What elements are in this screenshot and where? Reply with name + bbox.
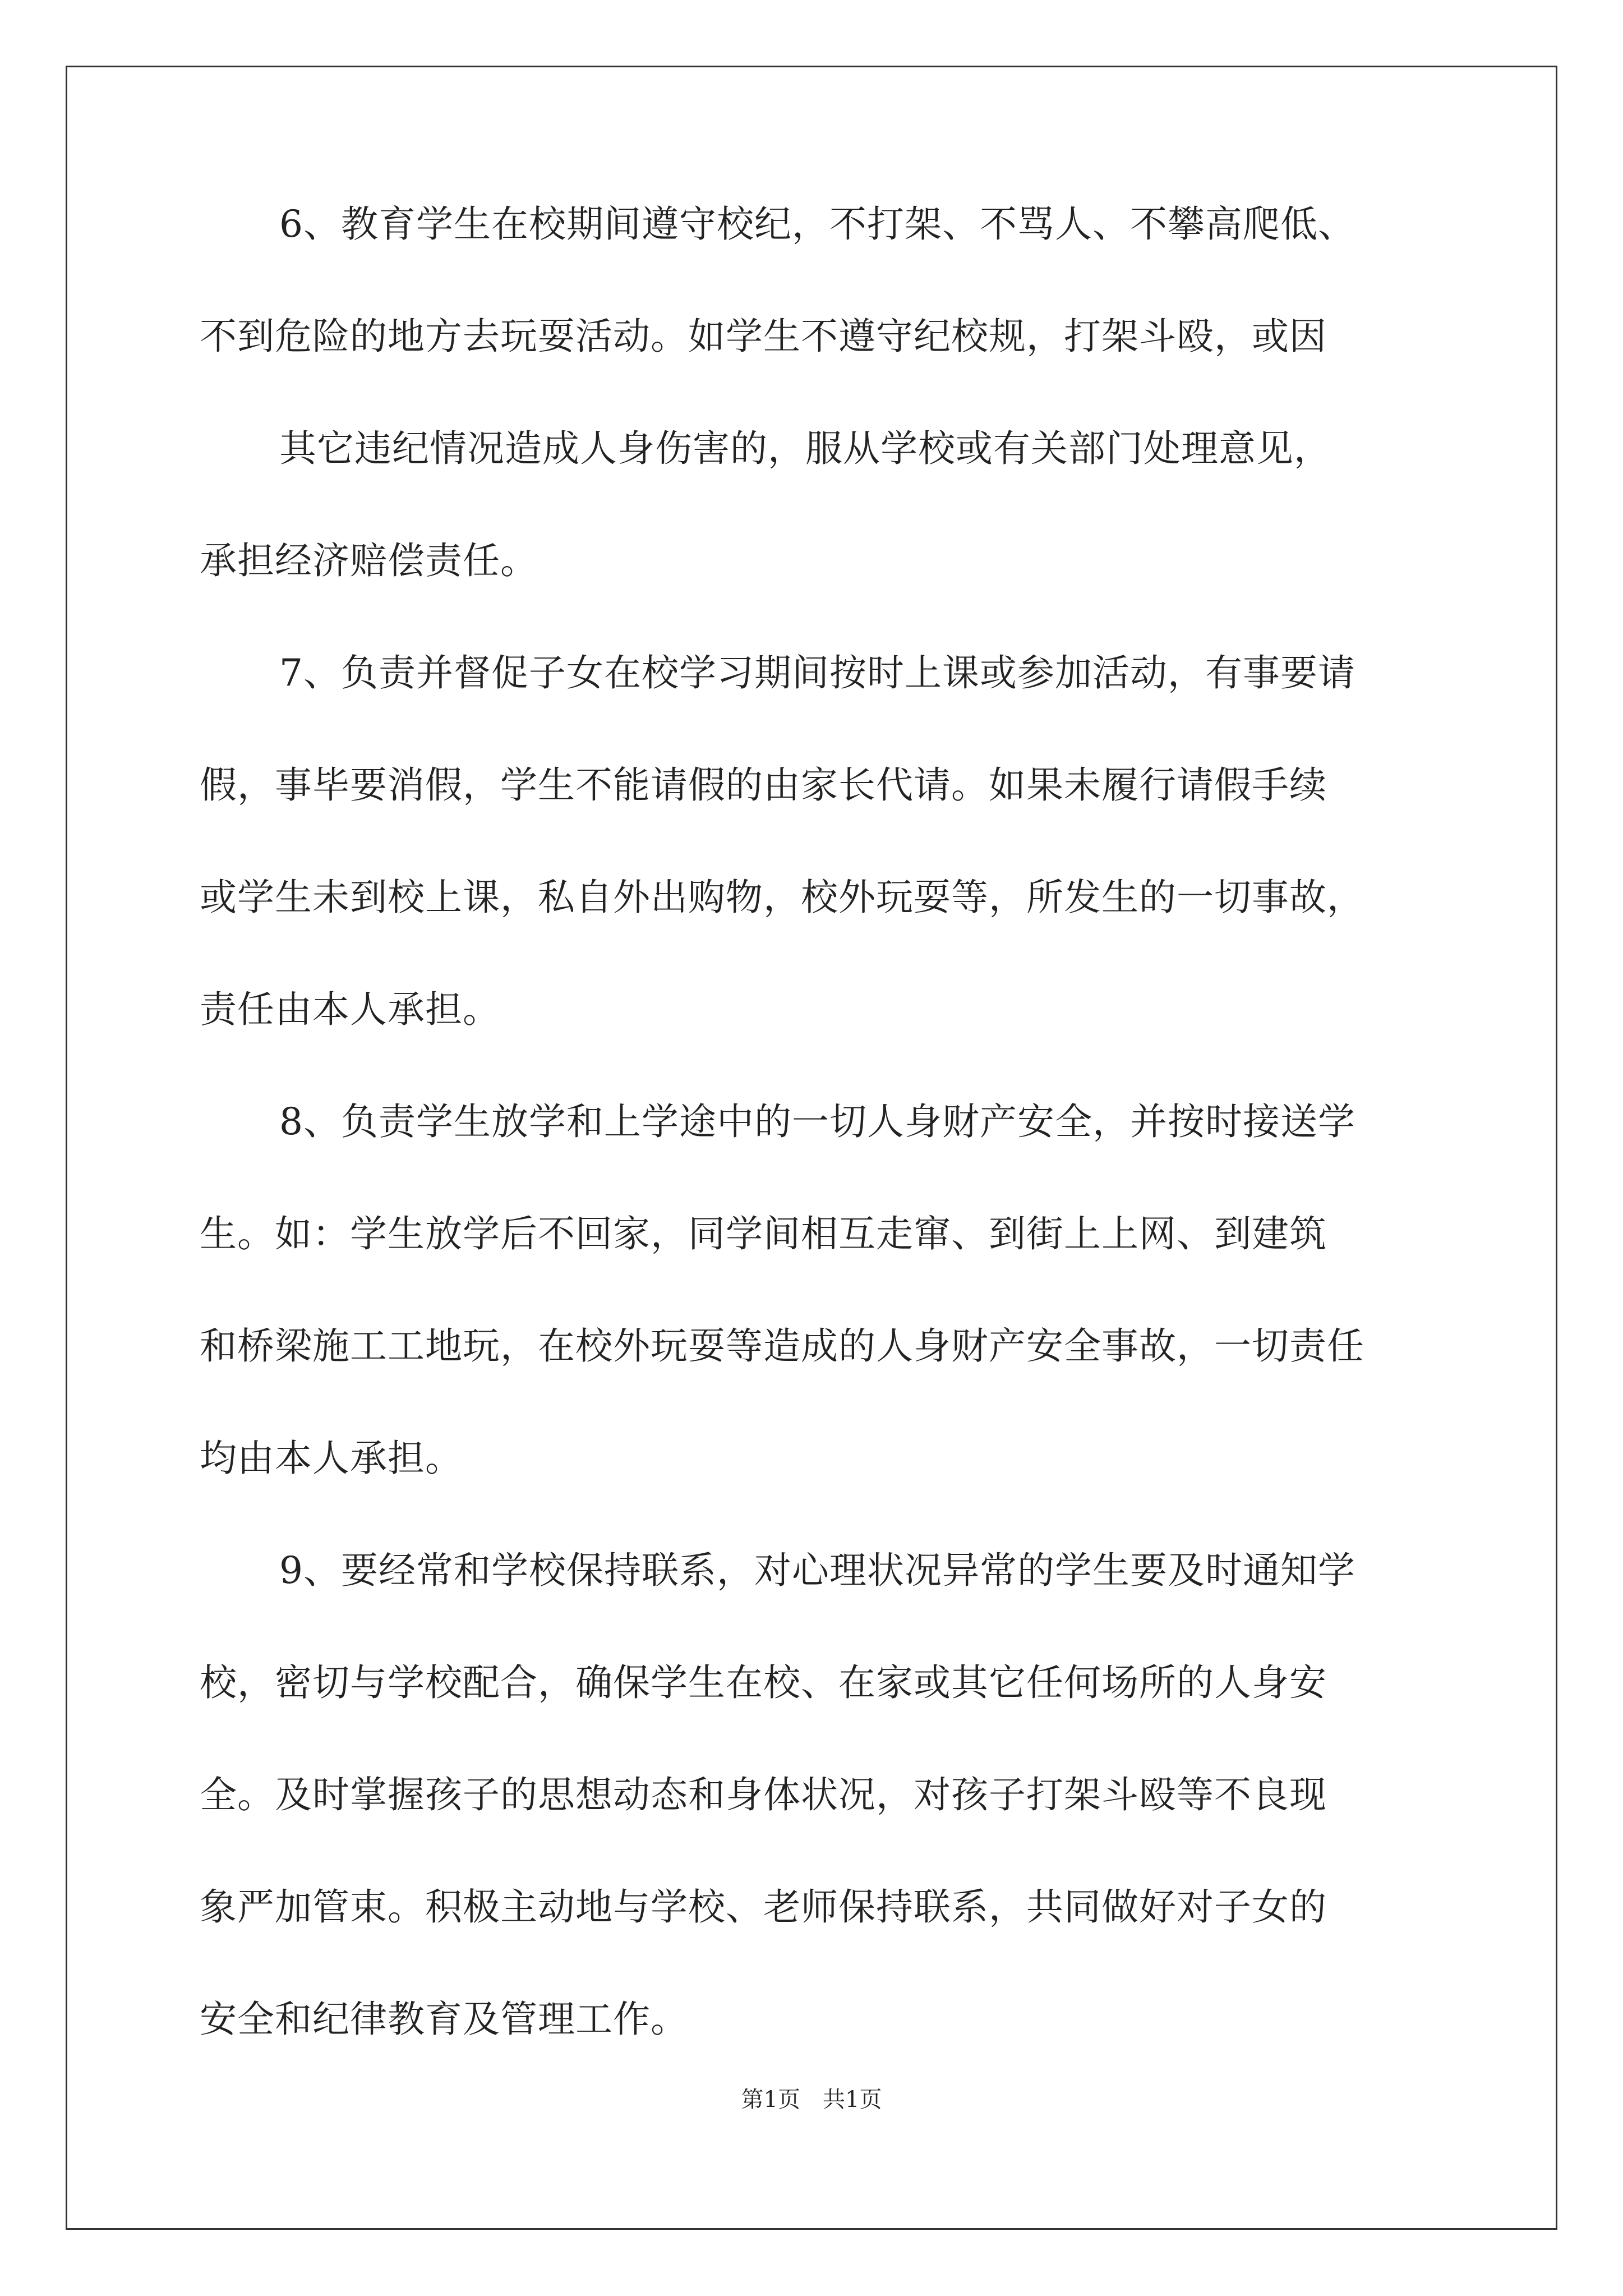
paragraph-7-line-2: 假，事毕要消假，学生不能请假的由家长代请。如果未履行请假手续 [200,763,1327,807]
paragraph-6-line-3: 其它违纪情况造成人身伤害的，服从学校或有关部门处理意见， [279,427,1331,470]
paragraph-7-line-4: 责任由本人承担。 [200,988,500,1031]
paragraph-7-line-1: 7、负责并督促子女在校学习期间按时上课或参加活动，有事要请 [279,651,1355,694]
paragraph-9-line-1: 9、要经常和学校保持联系，对心理状况异常的学生要及时通知学 [279,1549,1355,1592]
paragraph-8-line-3: 和桥梁施工工地玩，在校外玩耍等造成的人身财产安全事故，一切责任 [200,1324,1364,1368]
paragraph-7-line-3: 或学生未到校上课，私自外出购物，校外玩耍等，所发生的一切事故， [200,876,1364,919]
paragraph-9-line-2: 校，密切与学校配合，确保学生在校、在家或其它任何场所的人身安 [200,1661,1327,1704]
paragraph-9-line-5: 安全和纪律教育及管理工作。 [200,1998,688,2041]
paragraph-9-line-4: 象严加管束。积极主动地与学校、老师保持联系，共同做好对子女的 [200,1885,1327,1929]
paragraph-9-line-3: 全。及时掌握孩子的思想动态和身体状况，对孩子打架斗殴等不良现 [200,1773,1327,1816]
paragraph-8-line-2: 生。如：学生放学后不回家，同学间相互走窜、到街上上网、到建筑 [200,1212,1327,1255]
paragraph-8-line-4: 均由本人承担。 [200,1437,463,1480]
paragraph-6-line-1: 6、教育学生在校期间遵守校纪，不打架、不骂人、不攀高爬低、 [279,203,1355,246]
paragraph-6-line-4: 承担经济赔偿责任。 [200,539,538,582]
page-number-footer: 第1页 共1页 [741,2087,882,2113]
paragraph-6-line-2: 不到危险的地方去玩耍活动。如学生不遵守纪校规，打架斗殴，或因 [200,315,1327,358]
paragraph-8-line-1: 8、负责学生放学和上学途中的一切人身财产安全，并按时接送学 [279,1100,1355,1143]
